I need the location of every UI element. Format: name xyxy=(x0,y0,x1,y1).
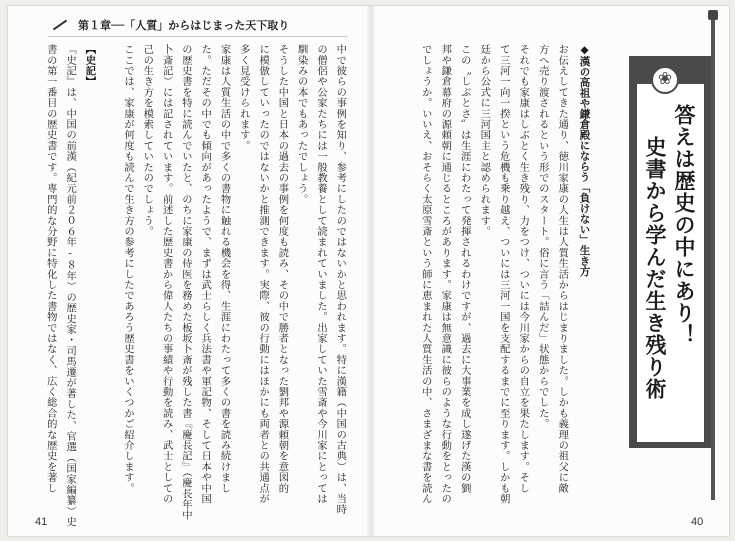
text-column: た。ただその中でも傾向があったようで、まずは武士らしく兵法書や軍記物、そして日本や中国 xyxy=(199,44,212,505)
text-column: の僧侶や公家たちには一般教養として読まれていました。出家していた雪斎や今川家にとっては xyxy=(314,44,327,505)
text-column: ここでは、家康が何度も読んで生き方の参考にしたであろう歴史書をいくつかご紹介します。 xyxy=(121,44,134,494)
text-column: 『史記』は、中国の前漢（紀元前２０６年‐８年）の歴史家・司馬遷が著した、官選（国家編纂）史 xyxy=(64,44,77,528)
page-number-left: 41 xyxy=(35,516,48,528)
section-title-line-2: 史書から学んだ生き残り術 xyxy=(643,136,667,400)
chapter-title: 第１章──「人質」からはじまった天下取り xyxy=(78,19,290,32)
text-column: 馴染みの本でもあったでしょう。 xyxy=(295,44,308,205)
text-column: の歴史書を特に読んでいたと、のちに家康の侍医を務めた板坂卜斎が残した書『慶長記』（慶長年中 xyxy=(179,44,192,521)
page-gutter xyxy=(366,6,376,536)
text-column: て三河一向一揆という危機も乗り越え、ついには三河一国を支配するまでに至ります。しかも朝 xyxy=(497,44,510,505)
text-column: お伝えしてきた通り、徳川家康の人生は人質生活からはじまりました。しかも義理の祖父に敵 xyxy=(556,44,569,494)
text-column: 廷から公式に三河国主と認められます。 xyxy=(478,44,491,237)
header-rule xyxy=(48,36,348,37)
text-column: 中で彼らの事例を知り、参考にしたのではないかと思われます。特に漢籍（中国の古典）は、当時 xyxy=(334,44,347,515)
text-column: 邦や鎌倉幕府の源頼朝に通じるところがあります。家康は無意識に彼らのような行動をとったの xyxy=(439,44,452,505)
text-column: それでも家康はしぶとく生き残り、力をつけ、ついには今川家からの自立を果たします。そし xyxy=(517,44,530,494)
section-title-line-1: 答えは歴史の中にあり！ xyxy=(672,104,696,346)
page-number-right: 40 xyxy=(691,516,704,528)
text-column: に模倣していったのではないかと推測できます。実際、彼の行動にはほかにも両者との共通点が xyxy=(257,44,270,505)
running-header xyxy=(52,17,289,33)
text-column: 方へ売り渡されるという形でのスタート。俗に言う「詰んだ」状態からでした。 xyxy=(536,44,549,430)
text-column: この〝しぶとさ〟は生涯にわたって発揮されるわけですが、過去に大事業を成し遂げた漢の劉 xyxy=(458,44,471,494)
text-column: でしょうか。いいえ、おそらく太原雪斎という師に恵まれた人質生活の中、さまざまな書を読ん xyxy=(419,44,432,505)
section-subheading: ◆漢の高祖や鎌倉殿にならう「負けない」生き方 xyxy=(578,44,591,277)
book-spread xyxy=(8,6,729,536)
text-column: 【史記】 xyxy=(83,44,96,87)
pole-knob xyxy=(708,10,718,20)
text-column: 書の第一番目の歴史書です。専門的な分野に特化した書物ではなく、広く総合的な歴史を著し xyxy=(44,44,57,494)
pen-icon xyxy=(53,20,67,31)
text-column: 家康は人質生活の中で多くの書物に触れる機会を得、生涯にわたって多くの書を読み続けまし xyxy=(218,44,231,494)
text-column: 卜斎記）には記されています。前述した歴史書から偉人たちの事績や行動を読み、武士としての xyxy=(160,44,173,505)
banner-pole xyxy=(711,14,715,500)
text-column: そうした中国と日本の過去の事例を何度も読み、その中で勝者となった劉邦や源頼朝を意図的 xyxy=(276,44,289,494)
text-column: 多く見受けられます。 xyxy=(237,44,250,151)
text-column: 己の生き方を模索していたのでしょう。 xyxy=(141,44,154,237)
family-crest-icon xyxy=(651,66,679,94)
